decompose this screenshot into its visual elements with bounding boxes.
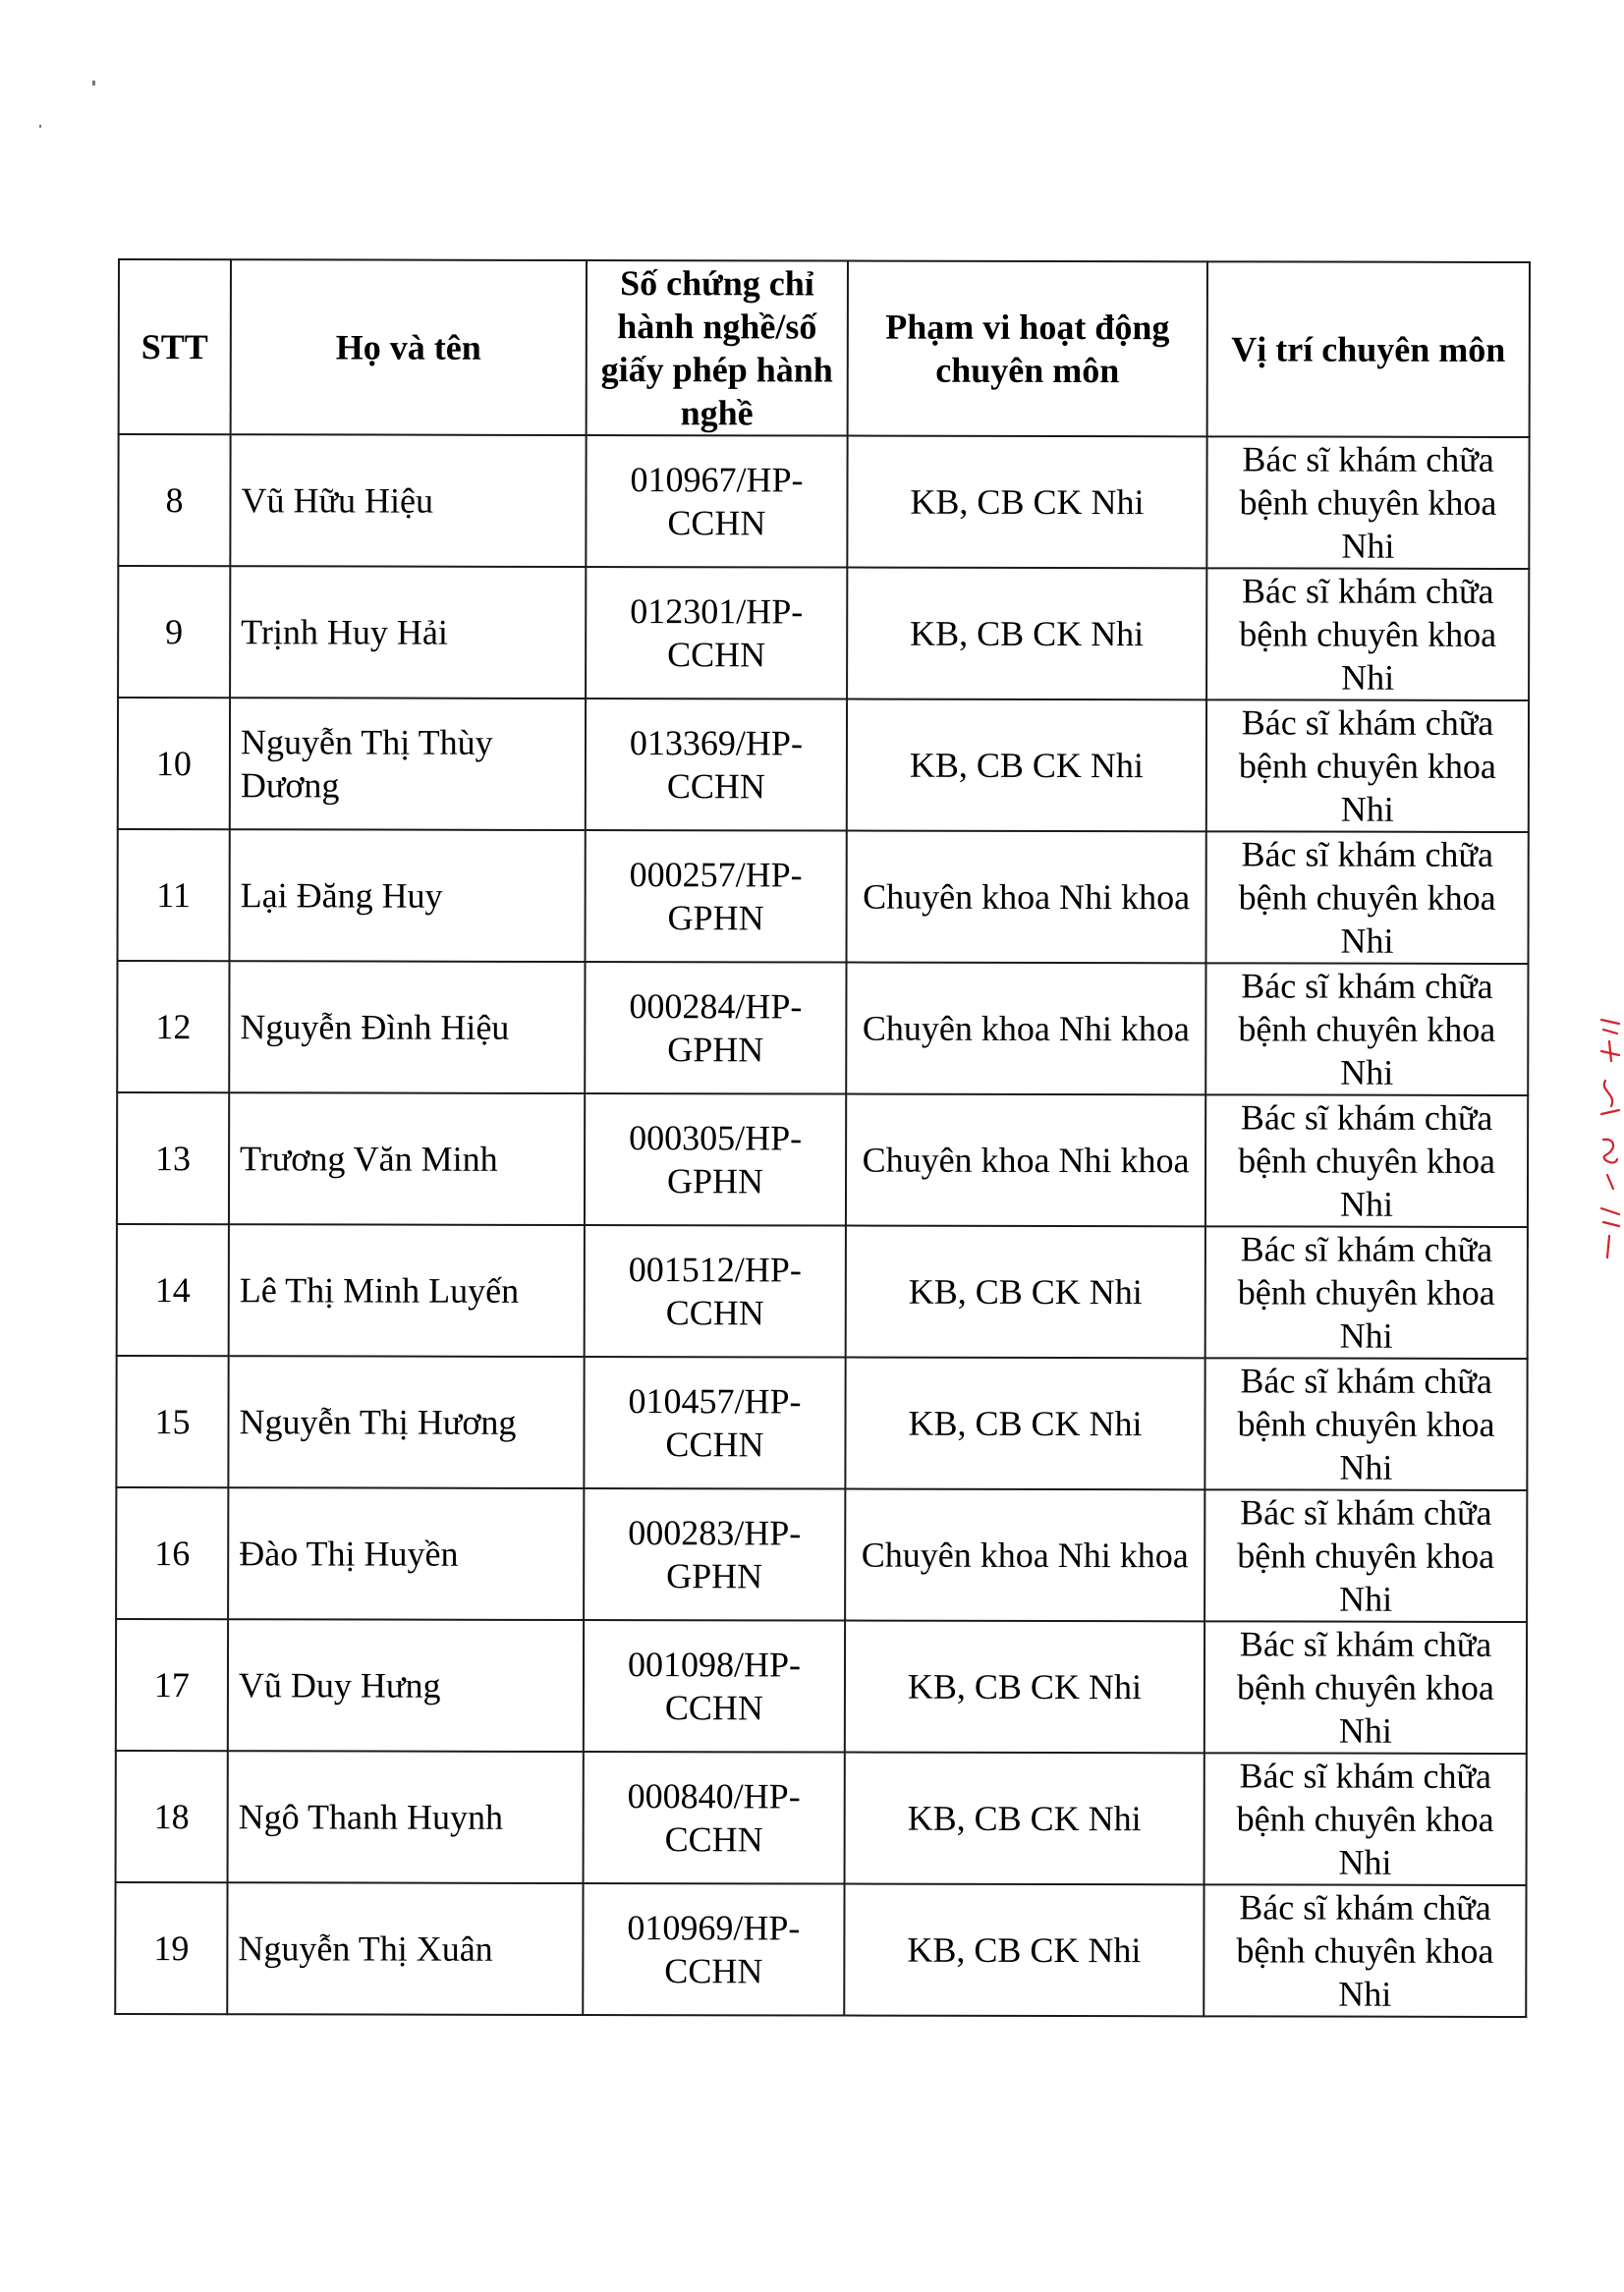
table-header-row — [119, 259, 1530, 437]
table-row — [118, 566, 1529, 700]
row-stt: 12 — [117, 961, 229, 1092]
row-name: Ngô Thanh Huynh — [228, 1751, 584, 1883]
row-position: Bác sĩ khám chữa bệnh chuyên khoa Nhi — [1205, 1094, 1528, 1227]
row-cert-number: 001512/HP-CCHN — [585, 1225, 846, 1358]
table-row — [116, 1487, 1527, 1622]
table-row — [118, 698, 1529, 832]
row-stt: 11 — [118, 829, 230, 961]
row-name: Vũ Hữu Hiệu — [230, 434, 586, 567]
row-cert-number: 000840/HP-CCHN — [584, 1752, 845, 1884]
row-scope: KB, CB CK Nhi — [845, 1621, 1204, 1754]
red-ink-strokes — [1601, 1020, 1619, 1258]
row-scope: KB, CB CK Nhi — [844, 1884, 1204, 2017]
row-name: Đào Thị Huyền — [228, 1487, 584, 1620]
table-row — [118, 829, 1529, 964]
handwritten-margin-note — [1596, 1012, 1624, 1267]
row-cert-number: 010457/HP-CCHN — [584, 1357, 845, 1489]
row-scope: Chuyên khoa Nhi khoa — [846, 1094, 1205, 1227]
row-scope: KB, CB CK Nhi — [847, 436, 1206, 569]
row-name: Vũ Duy Hưng — [228, 1619, 584, 1752]
header-stt: STT — [119, 259, 231, 434]
row-position: Bác sĩ khám chữa bệnh chuyên khoa Nhi — [1206, 436, 1529, 569]
table-row — [116, 1356, 1527, 1490]
row-cert-number: 000305/HP-GPHN — [585, 1093, 846, 1226]
table-row — [116, 1751, 1527, 1885]
row-stt: 14 — [117, 1224, 229, 1356]
row-cert-number: 010967/HP-CCHN — [586, 435, 847, 568]
row-scope: Chuyên khoa Nhi khoa — [846, 963, 1205, 1095]
row-cert-number: 000257/HP-GPHN — [586, 830, 847, 963]
table-row — [115, 1882, 1526, 2017]
row-stt: 8 — [118, 434, 230, 566]
row-name: Nguyễn Đình Hiệu — [229, 961, 585, 1093]
table-row — [117, 961, 1528, 1095]
row-stt: 15 — [116, 1356, 228, 1487]
row-position: Bác sĩ khám chữa bệnh chuyên khoa Nhi — [1205, 963, 1528, 1095]
row-cert-number: 013369/HP-CCHN — [586, 699, 847, 831]
row-scope: Chuyên khoa Nhi khoa — [845, 1489, 1204, 1622]
row-name: Nguyễn Thị Thùy Dương — [230, 698, 586, 830]
table-row — [118, 434, 1529, 569]
staff-table — [114, 258, 1531, 2018]
scan-speck — [92, 81, 95, 85]
row-cert-number: 000283/HP-GPHN — [584, 1488, 845, 1621]
table-row — [116, 1619, 1527, 1754]
row-cert-number: 012301/HP-CCHN — [586, 567, 847, 699]
row-stt: 13 — [117, 1092, 229, 1224]
header-position: Vị trí chuyên môn — [1207, 261, 1530, 437]
row-position: Bác sĩ khám chữa bệnh chuyên khoa Nhi — [1206, 699, 1529, 832]
row-scope: KB, CB CK Nhi — [847, 699, 1206, 832]
row-name: Trịnh Huy Hải — [230, 566, 586, 699]
header-name: Họ và tên — [231, 259, 587, 435]
row-scope: Chuyên khoa Nhi khoa — [847, 831, 1206, 964]
row-position: Bác sĩ khám chữa bệnh chuyên khoa Nhi — [1205, 1226, 1528, 1359]
row-stt: 10 — [118, 698, 230, 829]
row-position: Bác sĩ khám chữa bệnh chuyên khoa Nhi — [1204, 1884, 1526, 2017]
row-position: Bác sĩ khám chữa bệnh chuyên khoa Nhi — [1204, 1753, 1527, 1885]
header-cert: Số chứng chỉ hành nghề/số giấy phép hành nghề — [587, 260, 848, 436]
row-position: Bác sĩ khám chữa bệnh chuyên khoa Nhi — [1204, 1489, 1527, 1622]
row-stt: 19 — [115, 1882, 227, 2014]
row-position: Bác sĩ khám chữa bệnh chuyên khoa Nhi — [1204, 1621, 1527, 1754]
row-stt: 17 — [116, 1619, 228, 1751]
row-cert-number: 001098/HP-CCHN — [584, 1620, 845, 1753]
row-name: Lại Đăng Huy — [230, 829, 586, 962]
row-scope: KB, CB CK Nhi — [845, 1358, 1204, 1490]
row-position: Bác sĩ khám chữa bệnh chuyên khoa Nhi — [1206, 568, 1529, 700]
row-scope: KB, CB CK Nhi — [847, 568, 1206, 700]
row-name: Lê Thị Minh Luyến — [229, 1224, 585, 1357]
row-position: Bác sĩ khám chữa bệnh chuyên khoa Nhi — [1204, 1358, 1527, 1490]
row-name: Trương Văn Minh — [229, 1092, 585, 1225]
table-row — [117, 1092, 1528, 1227]
row-name: Nguyễn Thị Hương — [228, 1356, 584, 1488]
row-name: Nguyễn Thị Xuân — [227, 1882, 583, 2015]
row-scope: KB, CB CK Nhi — [846, 1226, 1205, 1359]
row-scope: KB, CB CK Nhi — [845, 1753, 1204, 1885]
row-cert-number: 000284/HP-GPHN — [585, 962, 846, 1094]
row-stt: 16 — [116, 1487, 228, 1619]
row-stt: 18 — [116, 1751, 228, 1882]
row-cert-number: 010969/HP-CCHN — [583, 1883, 844, 2016]
table-row — [117, 1224, 1528, 1359]
scan-speck — [39, 125, 41, 128]
row-stt: 9 — [118, 566, 230, 698]
header-scope: Phạm vi hoạt động chuyên môn — [848, 261, 1207, 437]
row-position: Bác sĩ khám chữa bệnh chuyên khoa Nhi — [1206, 831, 1529, 964]
